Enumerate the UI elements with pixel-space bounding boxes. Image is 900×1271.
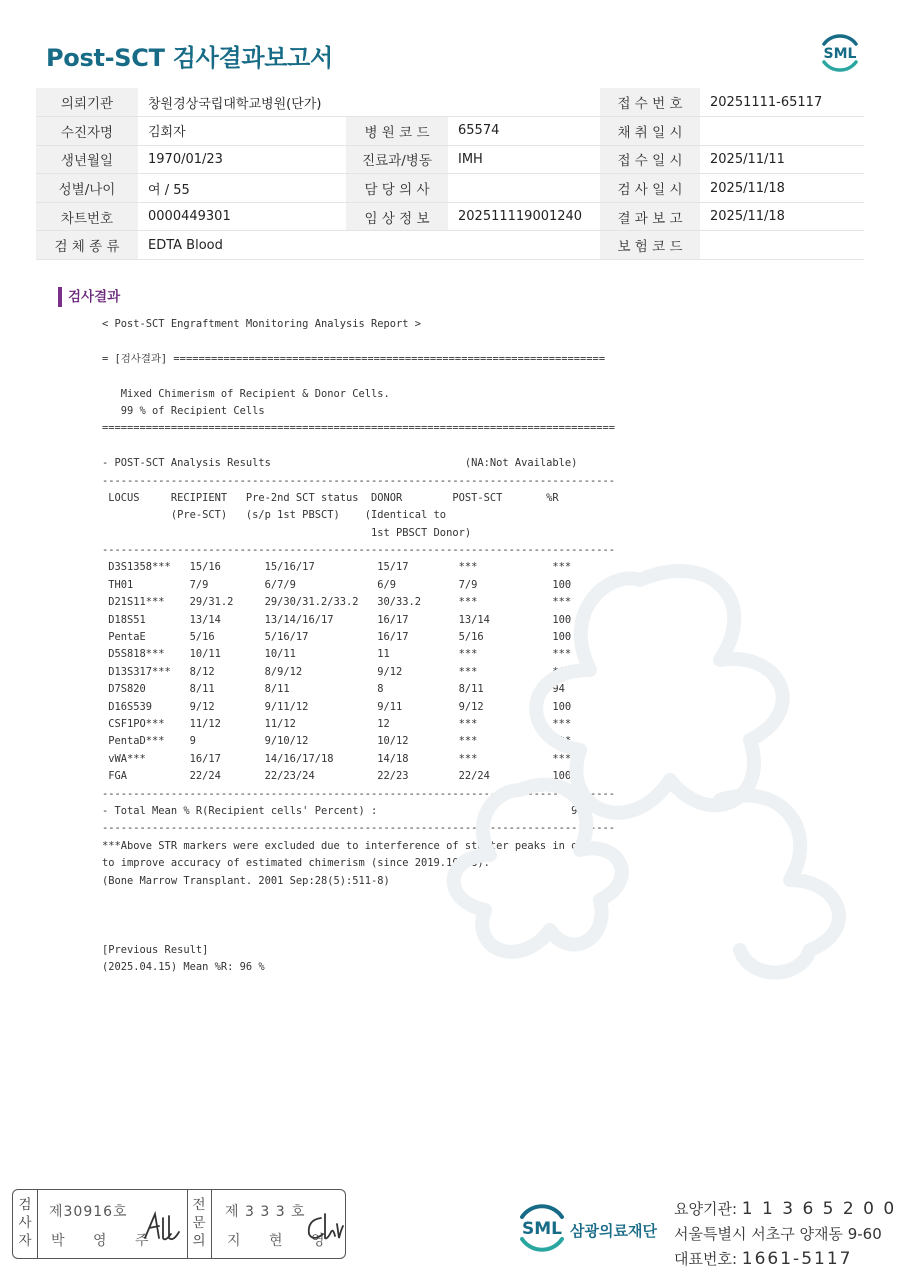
report-line: Mixed Chimerism of Recipient & Donor Cells. [102,387,390,400]
info-value: 2025/11/18 [700,202,864,231]
report-line: to improve accuracy of estimated chimerism (since 2019.10.08). [102,857,490,870]
info-value: 여 / 55 [138,174,346,203]
info-label: 보 험 코 드 [600,231,700,260]
info-value: 2025/11/11 [700,145,864,174]
report-line: PentaD*** 9 9/10/12 10/12 *** *** [102,735,572,748]
report-line: vWA*** 16/17 14/16/17/18 14/18 *** *** [102,752,572,765]
report-line [102,925,615,942]
report-line: ================================================================================== [102,422,615,435]
report-line: < Post-SCT Engraftment Monitoring Analysis Report > [102,318,422,330]
info-label: 병 원 코 드 [346,117,448,146]
report-line: = [검사결과] ===================================================================== [102,352,606,365]
report-line: - Total Mean % R(Recipient cells' Percent) : 99 % [102,804,603,817]
report-line: D16S539 9/12 9/11/12 9/11 9/12 100 [102,700,572,713]
report-line: LOCUS RECIPIENT Pre-2nd SCT status DONOR POST-SCT %R [102,491,559,504]
info-label: 의뢰기관 [36,88,138,117]
info-label: 임 상 정 보 [346,202,448,231]
info-value [700,117,864,146]
info-value: 0000449301 [138,202,346,231]
info-value: 창원경상국립대학교병원(단가) [138,88,600,117]
report-body [102,316,615,977]
specialist-label: 전 문 의 [192,1197,206,1249]
report-line: (Bone Marrow Transplant. 2001 Sep:28(5):511-8) [102,874,390,887]
info-row [36,117,864,146]
info-label: 담 당 의 사 [346,174,448,203]
info-row [36,202,864,231]
info-label: 성별/나이 [36,174,138,203]
section-title: 검사결과 [58,287,120,307]
info-label: 차트번호 [36,202,138,231]
report-line: - POST-SCT Analysis Results (NA:Not Available) [102,457,578,470]
report-line: PentaE 5/16 5/16/17 16/17 5/16 100 [102,631,572,644]
foundation-name: 삼광의료재단 [570,1222,657,1240]
report-line [102,890,615,907]
specialist-license-number: 제 3 3 3 호 [225,1204,306,1220]
report-line: 99 % of Recipient Cells [102,404,265,417]
info-row [36,231,864,260]
report-line: FGA 22/24 22/23/24 22/23 22/24 100 [102,770,572,783]
report-line [102,368,615,385]
info-value: 김회자 [138,117,346,146]
sml-foundation-logo-icon [512,1199,572,1257]
info-row [36,174,864,203]
report-line: (2025.04.15) Mean %R: 96 % [102,961,265,974]
info-label: 생년월일 [36,145,138,174]
info-label: 검 체 종 류 [36,231,138,260]
info-label [346,231,448,260]
report-line: CSF1PO*** 11/12 11/12 12 *** *** [102,717,572,730]
report-line: D5S818*** 10/11 10/11 11 *** *** [102,648,572,661]
info-label: 접 수 번 호 [600,88,700,117]
info-label: 검 사 일 시 [600,174,700,203]
info-value: 65574 [448,117,600,146]
report-line: D18S51 13/14 13/14/16/17 16/17 13/14 100 [102,613,572,626]
info-label: 접 수 일 시 [600,145,700,174]
report-line: D7S820 8/11 8/11 8 8/11 94 [102,683,565,696]
report-line: 1st PBSCT Donor) [102,526,472,539]
phone-label: 대표번호: [674,1250,742,1268]
info-label: 수진자명 [36,117,138,146]
info-value [448,231,600,260]
address: 서울특별시 서초구 양재동 9-60 [674,1225,882,1243]
info-value: 1970/01/23 [138,145,346,174]
info-value [448,174,600,203]
info-value [700,231,864,260]
report-line: TH01 7/9 6/7/9 6/9 7/9 100 [102,578,572,591]
report-line [102,333,615,350]
info-label: 결 과 보 고 [600,202,700,231]
info-row [36,88,864,117]
info-value: IMH [448,145,600,174]
sml-logo-icon [816,30,864,76]
institution-code-label: 요양기관: [674,1200,742,1218]
specialist-name: 지 현 영 [227,1233,337,1249]
tester-license-number: 제30916호 [49,1204,128,1220]
footer-info [674,1197,896,1271]
info-value: 202511119001240 [448,202,600,231]
info-value: 2025/11/18 [700,174,864,203]
report-line: ---------------------------------------------------------------------------------- [102,822,615,835]
report-line: D13S317*** 8/12 8/9/12 9/12 *** *** [102,665,572,678]
signature-box [12,1189,346,1259]
foundation-logo-text: SML [522,1219,562,1239]
report-line: D21S11*** 29/31.2 29/30/31.2/33.2 30/33.2 *** *** [102,596,572,609]
info-row [36,145,864,174]
info-label: 진료과/병동 [346,145,448,174]
specialist-signature-icon [303,1210,345,1246]
page-title: Post-SCT 검사결과보고서 [46,44,333,72]
info-value: EDTA Blood [138,231,346,260]
phone-number: 1661-5117 [741,1249,853,1269]
report-line: ---------------------------------------------------------------------------------- [102,787,615,800]
institution-code: 1 1 3 6 5 2 0 0 [741,1199,897,1219]
report-line: D3S1358*** 15/16 15/16/17 15/17 *** *** [102,561,572,574]
tester-name: 박 영 주 [51,1233,161,1249]
report-line: (Pre-SCT) (s/p 1st PBSCT) (Identical to [102,509,447,522]
info-value: 20251111-65117 [700,88,864,117]
report-line [102,438,615,455]
report-line [102,907,615,924]
report-line: [Previous Result] [102,944,209,957]
report-line: ***Above STR markers were excluded due to interference of stutter peaks in order [102,839,603,852]
tester-label: 검 사 자 [18,1197,32,1249]
info-label: 채 취 일 시 [600,117,700,146]
report-line: ---------------------------------------------------------------------------------- [102,544,615,557]
sml-logo-text: SML [823,46,857,62]
report-line: ---------------------------------------------------------------------------------- [102,474,615,487]
patient-info-table [36,88,864,260]
tester-signature-icon [141,1208,183,1246]
